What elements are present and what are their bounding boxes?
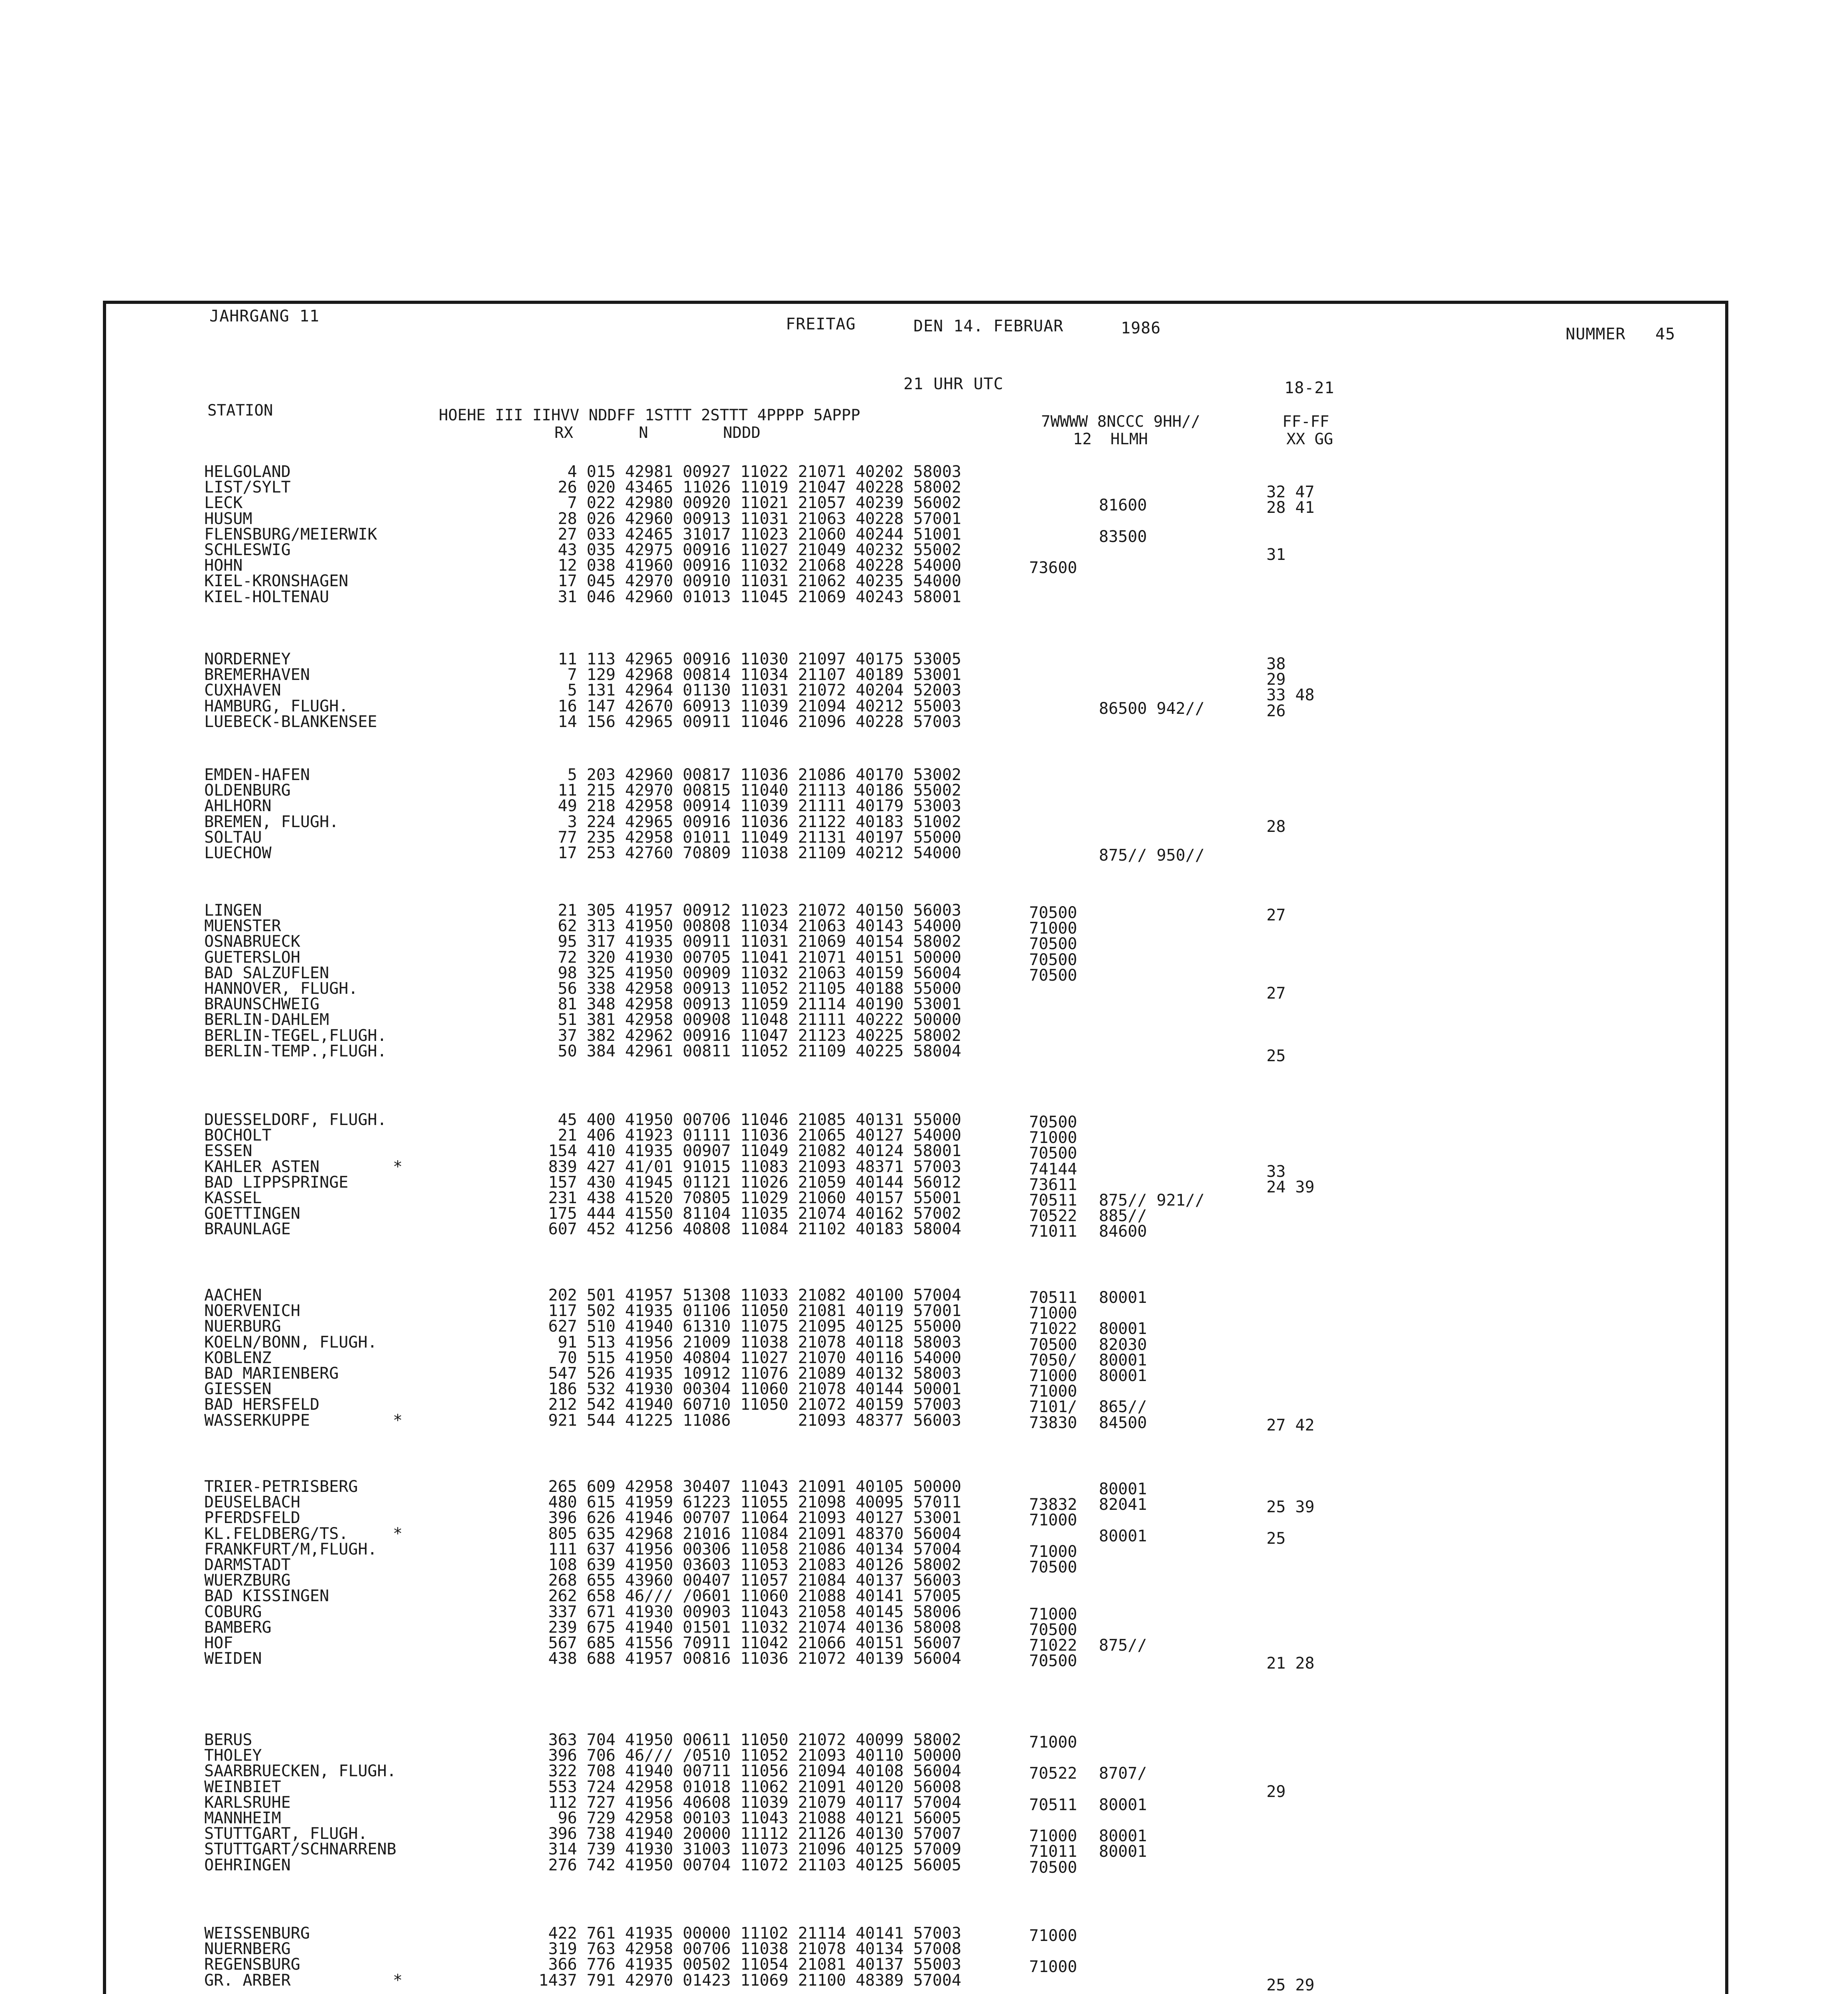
station-name: TRIER-PETRISBERG	[204, 1478, 358, 1496]
synop-values: 921 544 41225 11086 21093 48377 56003	[548, 1411, 961, 1430]
station-name: STUTTGART/SCHNARRENB	[204, 1840, 396, 1858]
wind-gust: 24 39	[1266, 1178, 1315, 1196]
weather-code: 70511	[1029, 1289, 1077, 1307]
weather-code: 70511	[1029, 1796, 1077, 1814]
station-name: BREMEN, FLUGH.	[204, 813, 339, 831]
weather-code: 70500	[1029, 1144, 1077, 1163]
synop-values: 262 658 46/// /0601 11060 21088 40141 57005	[548, 1587, 961, 1605]
weather-code: 70500	[1029, 1558, 1077, 1576]
station-name: HUSUM	[204, 510, 252, 528]
synop-values: 363 704 41950 00611 11050 21072 40099 58002	[548, 1731, 961, 1749]
main-columns-subheader: RX N NDDD	[554, 424, 761, 442]
station-name: BAD HERSFELD	[204, 1395, 320, 1414]
wind-gust: 27	[1266, 906, 1286, 924]
weather-code: 73830	[1029, 1414, 1077, 1432]
station-name: KOELN/BONN, FLUGH.	[204, 1333, 377, 1352]
station-name: NUERNBERG	[204, 1940, 291, 1958]
synop-values: 26 020 43465 11026 11019 21047 40228 58002	[558, 478, 961, 497]
station-name: HOHN	[204, 556, 243, 575]
weather-code: 71011	[1029, 1222, 1077, 1241]
synop-values: 3 224 42965 00916 11036 21122 40183 51002	[567, 813, 961, 831]
weather-code: 71000	[1029, 1304, 1077, 1322]
synop-values: 16 147 42670 60913 11039 21094 40212 55003	[558, 697, 961, 715]
main-columns-header: HOEHE III IIHVV NDDFF 1STTT 2STTT 4PPPP 5APPP	[439, 406, 860, 424]
weather-code: 71000	[1029, 1733, 1077, 1752]
synop-values: 337 671 41930 00903 11043 21058 40145 58006	[548, 1603, 961, 1621]
weather-code: 70500	[1029, 1858, 1077, 1877]
synop-values: 56 338 42958 00913 11052 21105 40188 55000	[558, 979, 961, 998]
synop-values: 98 325 41950 00909 11032 21063 40159 56004	[558, 964, 961, 982]
synop-values: 1437 791 42970 01423 11069 21100 48389 57004	[538, 1971, 961, 1990]
station-name: GIESSEN	[204, 1380, 272, 1398]
station-name: THOLEY	[204, 1746, 262, 1765]
station-name: GUETERSLOH	[204, 948, 300, 967]
station-name: BRAUNLAGE	[204, 1220, 291, 1238]
synop-values: 21 406 41923 01111 11036 21065 40127 54000	[558, 1126, 961, 1145]
weather-code: 71022	[1029, 1636, 1077, 1655]
weather-code: 73611	[1029, 1176, 1077, 1194]
station-name: SOLTAU	[204, 828, 262, 847]
time-label: 21 UHR UTC	[903, 375, 1004, 393]
station-name: PFERDSFELD	[204, 1509, 300, 1527]
wind-gust: 38	[1266, 655, 1286, 673]
wind-gust: 31	[1266, 546, 1286, 564]
station-name: WEISSENBURG	[204, 1924, 310, 1943]
station-name: DARMSTADT	[204, 1556, 291, 1574]
synop-values: 231 438 41520 70805 11029 21060 40157 55001	[548, 1189, 961, 1207]
cloud-code: 885//	[1099, 1207, 1147, 1225]
station-name: BAD LIPPSPRINGE	[204, 1173, 349, 1192]
synop-values: 7 129 42968 00814 11034 21107 40189 53001	[567, 666, 961, 684]
synop-values: 480 615 41959 61223 11055 21098 40095 57011	[548, 1493, 961, 1511]
station-name: SCHLESWIG	[204, 541, 291, 559]
synop-values: 49 218 42958 00914 11039 21111 40179 53003	[558, 797, 961, 815]
cloud-code: 80001	[1099, 1527, 1147, 1545]
station-name: CUXHAVEN	[204, 681, 281, 699]
cloud-code: 875// 921//	[1099, 1191, 1205, 1210]
cloud-code: 82041	[1099, 1496, 1147, 1514]
cloud-code: 84600	[1099, 1222, 1147, 1241]
station-name: DEUSELBACH	[204, 1493, 300, 1511]
synop-values: 108 639 41950 03603 11053 21083 40126 58002	[548, 1556, 961, 1574]
synop-values: 319 763 42958 00706 11038 21078 40134 57008	[548, 1940, 961, 1958]
station-name: REGENSBURG	[204, 1955, 300, 1974]
station-name: AACHEN	[204, 1286, 262, 1304]
synop-values: 91 513 41956 21009 11038 21078 40118 58003	[558, 1333, 961, 1352]
wind-gust: 32 47	[1266, 483, 1315, 501]
synop-values: 4 015 42981 00927 11022 21071 40202 58003	[567, 463, 961, 481]
synop-values: 117 502 41935 01106 11050 21081 40119 57001	[548, 1302, 961, 1320]
synop-values: 45 400 41950 00706 11046 21085 40131 55000	[558, 1111, 961, 1129]
cloud-code: 80001	[1099, 1320, 1147, 1338]
weather-code: 70500	[1029, 1621, 1077, 1639]
cloud-code: 84500	[1099, 1414, 1147, 1432]
weather-code: 70522	[1029, 1764, 1077, 1783]
station-name: GR. ARBER	[204, 1971, 291, 1990]
wind-gust: 25 39	[1266, 1498, 1315, 1516]
synop-values: 17 253 42760 70809 11038 21109 40212 54000	[558, 844, 961, 862]
station-name: LINGEN	[204, 901, 262, 920]
station-name: BAD MARIENBERG	[204, 1364, 339, 1383]
station-name: WEINBIET	[204, 1778, 281, 1796]
cloud-code: 80001	[1099, 1289, 1147, 1307]
cloud-code: 80001	[1099, 1842, 1147, 1861]
synop-values: 154 410 41935 00907 11049 21082 40124 58001	[548, 1142, 961, 1160]
station-name: WEIDEN	[204, 1649, 262, 1668]
nummer-value: 45	[1655, 325, 1676, 343]
synop-values: 805 635 42968 21016 11084 21091 48370 56004	[548, 1525, 961, 1543]
cloud-code: 875//	[1099, 1636, 1147, 1655]
weather-code: 71000	[1029, 1129, 1077, 1147]
station-name: HOF	[204, 1634, 233, 1652]
weather-code: 70500	[1029, 904, 1077, 922]
station-name: EMDEN-HAFEN	[204, 766, 310, 784]
station-name: WASSERKUPPE	[204, 1411, 310, 1430]
station-name: LIST/SYLT	[204, 478, 291, 497]
weather-code: 71000	[1029, 1927, 1077, 1945]
station-name: BERLIN-DAHLEM	[204, 1011, 329, 1029]
weather-code: 71011	[1029, 1842, 1077, 1861]
weather-code: 74144	[1029, 1160, 1077, 1178]
cloud-code: 80001	[1099, 1796, 1147, 1814]
cloud-code: 875// 950//	[1099, 846, 1205, 865]
weather-code: 70511	[1029, 1191, 1077, 1210]
weather-code: 7101/	[1029, 1398, 1077, 1416]
date: DEN 14. FEBRUAR	[913, 317, 1064, 335]
station-name: BERLIN-TEMP.,FLUGH.	[204, 1042, 387, 1060]
synop-values: 12 038 41960 00916 11032 21068 40228 54000	[558, 556, 961, 575]
synop-values: 95 317 41935 00911 11031 21069 40154 58002	[558, 932, 961, 951]
station-name: DUESSELDORF, FLUGH.	[204, 1111, 387, 1129]
wind-gust: 25	[1266, 1047, 1286, 1065]
weather-code: 71000	[1029, 1382, 1077, 1401]
synop-values: 567 685 41556 70911 11042 21066 40151 56007	[548, 1634, 961, 1652]
synop-values: 70 515 41950 40804 11027 21070 40116 54000	[558, 1349, 961, 1367]
wind-gust: 33	[1266, 1163, 1286, 1181]
station-name: AHLHORN	[204, 797, 272, 815]
mountain-station-marker: *	[393, 1158, 403, 1176]
weather-code: 71000	[1029, 1367, 1077, 1385]
synop-values: 314 739 41930 31003 11073 21096 40125 57009	[548, 1840, 961, 1858]
station-name: KOBLENZ	[204, 1349, 272, 1367]
wind-gust: 25 29	[1266, 1976, 1315, 1994]
synop-values: 11 215 42970 00815 11040 21113 40186 55002	[558, 781, 961, 800]
synop-values: 50 384 42961 00811 11052 21109 40225 58004	[558, 1042, 961, 1060]
station-name: KARLSRUHE	[204, 1793, 291, 1812]
station-name: MANNHEIM	[204, 1809, 281, 1827]
wind-gust: 27 42	[1266, 1416, 1315, 1434]
weather-code: 71000	[1029, 1511, 1077, 1529]
synop-values: 17 045 42970 00910 11031 21062 40235 54000	[558, 572, 961, 590]
weather-code: 71022	[1029, 1320, 1077, 1338]
synop-values: 396 706 46/// /0510 11052 21093 40110 50000	[548, 1746, 961, 1765]
station-header: STATION	[207, 402, 273, 420]
synop-values: 72 320 41930 00705 11041 21071 40151 50000	[558, 948, 961, 967]
station-name: FRANKFURT/M,FLUGH.	[204, 1540, 377, 1559]
synop-values: 51 381 42958 00908 11048 21111 40222 50000	[558, 1011, 961, 1029]
cloud-code: 82030	[1099, 1336, 1147, 1354]
cloud-code: 80001	[1099, 1827, 1147, 1845]
station-name: ESSEN	[204, 1142, 252, 1160]
station-name: BOCHOLT	[204, 1126, 272, 1145]
station-name: MUENSTER	[204, 917, 281, 935]
synop-values: 81 348 42958 00913 11059 21114 40190 53001	[558, 995, 961, 1013]
station-name: COBURG	[204, 1603, 262, 1621]
station-name: KL.FELDBERG/TS.	[204, 1525, 349, 1543]
synop-values: 28 026 42960 00913 11031 21063 40228 57001	[558, 510, 961, 528]
station-name: STUTTGART, FLUGH.	[204, 1825, 368, 1843]
synop-values: 202 501 41957 51308 11033 21082 40100 57004	[548, 1286, 961, 1304]
synop-values: 111 637 41956 00306 11058 21086 40134 57004	[548, 1540, 961, 1559]
synop-values: 175 444 41550 81104 11035 21074 40162 57002	[548, 1204, 961, 1223]
cloud-code: 8707/	[1099, 1764, 1147, 1783]
wind-gust: 29	[1266, 1783, 1286, 1801]
synop-values: 5 131 42964 01130 11031 21072 40204 52003	[567, 681, 961, 699]
cloud-code: 80001	[1099, 1367, 1147, 1385]
mountain-station-marker: *	[393, 1971, 403, 1990]
station-name: NUERBURG	[204, 1317, 281, 1336]
synop-values: 27 033 42465 31017 11023 21060 40244 51001	[558, 525, 961, 544]
cloud-code: 83500	[1099, 528, 1147, 546]
mountain-station-marker: *	[393, 1525, 403, 1543]
synop-values: 396 626 41946 00707 11064 21093 40127 53001	[548, 1509, 961, 1527]
synop-values: 438 688 41957 00816 11036 21072 40139 56004	[548, 1649, 961, 1668]
station-name: BERLIN-TEGEL,FLUGH.	[204, 1027, 387, 1045]
station-name: FLENSBURG/MEIERWIK	[204, 525, 377, 544]
station-name: OLDENBURG	[204, 781, 291, 800]
synop-values: 422 761 41935 00000 11102 21114 40141 57003	[548, 1924, 961, 1943]
synop-values: 37 382 42962 00916 11047 21123 40225 58002	[558, 1027, 961, 1045]
station-name: BAD KISSINGEN	[204, 1587, 329, 1605]
station-name: KIEL-KRONSHAGEN	[204, 572, 349, 590]
wind-subheader: XX GG	[1286, 430, 1333, 448]
synop-values: 43 035 42975 00916 11027 21049 40232 55002	[558, 541, 961, 559]
synop-values: 11 113 42965 00916 11030 21097 40175 53005	[558, 650, 961, 668]
station-name: KAHLER ASTEN	[204, 1158, 320, 1176]
weather-code: 73832	[1029, 1496, 1077, 1514]
weather-code: 71000	[1029, 919, 1077, 938]
wind-gust: 27	[1266, 984, 1286, 1003]
station-name: KASSEL	[204, 1189, 262, 1207]
group3-header: 7WWWW 8NCCC 9HH//	[1041, 413, 1201, 431]
weather-code: 70500	[1029, 935, 1077, 953]
mountain-station-marker: *	[393, 1411, 403, 1430]
weather-code: 71000	[1029, 1605, 1077, 1624]
station-name: LECK	[204, 494, 243, 512]
wind-gust: 29	[1266, 670, 1286, 689]
nummer-label: NUMMER	[1566, 325, 1626, 343]
wind-gust: 28	[1266, 818, 1286, 836]
synop-values: 322 708 41940 00711 11056 21094 40108 56004	[548, 1762, 961, 1780]
weekday: FREITAG	[786, 315, 856, 333]
cloud-code: 81600	[1099, 496, 1147, 514]
station-name: HELGOLAND	[204, 463, 291, 481]
synop-values: 547 526 41935 10912 11076 21089 40132 58003	[548, 1364, 961, 1383]
station-name: WUERZBURG	[204, 1571, 291, 1590]
station-name: BAMBERG	[204, 1618, 272, 1637]
station-name: NOERVENICH	[204, 1302, 300, 1320]
station-name: SAARBRUECKEN, FLUGH.	[204, 1762, 396, 1780]
station-name: OEHRINGEN	[204, 1856, 291, 1874]
synop-values: 21 305 41957 00912 11023 21072 40150 56003	[558, 901, 961, 920]
synop-values: 14 156 42965 00911 11046 21096 40228 57003	[558, 713, 961, 731]
station-name: BAD SALZUFLEN	[204, 964, 329, 982]
synop-values: 607 452 41256 40808 11084 21102 40183 58004	[548, 1220, 961, 1238]
weather-code: 70500	[1029, 1113, 1077, 1131]
wind-gust: 26	[1266, 702, 1286, 720]
synop-values: 268 655 43960 00407 11057 21084 40137 56003	[548, 1571, 961, 1590]
wind-header: FF-FF	[1282, 413, 1329, 431]
synop-values: 157 430 41945 01121 11026 21059 40144 56012	[548, 1173, 961, 1192]
weather-code: 71000	[1029, 1543, 1077, 1561]
station-name: NORDERNEY	[204, 650, 291, 668]
cloud-code: 86500 942//	[1099, 699, 1205, 718]
station-name: BREMERHAVEN	[204, 666, 310, 684]
jahrgang: JAHRGANG 11	[209, 307, 320, 325]
synop-values: 276 742 41950 00704 11072 21103 40125 56005	[548, 1856, 961, 1874]
group3-subheader: 12 HLMH	[1073, 430, 1148, 448]
station-name: LUECHOW	[204, 844, 272, 862]
synop-values: 112 727 41956 40608 11039 21079 40117 57004	[548, 1793, 961, 1812]
weather-code: 70500	[1029, 951, 1077, 969]
synop-values: 5 203 42960 00817 11036 21086 40170 53002	[567, 766, 961, 784]
synop-values: 212 542 41940 60710 11050 21072 40159 57003	[548, 1395, 961, 1414]
synop-values: 839 427 41/01 91015 11083 21093 48371 57003	[548, 1158, 961, 1176]
station-name: HAMBURG, FLUGH.	[204, 697, 349, 715]
station-name: OSNABRUECK	[204, 932, 300, 951]
period-label: 18-21	[1284, 379, 1335, 397]
synop-values: 265 609 42958 30407 11043 21091 40105 50000	[548, 1478, 961, 1496]
synop-values: 366 776 41935 00502 11054 21081 40137 55003	[548, 1955, 961, 1974]
synop-values: 7 022 42980 00920 11021 21057 40239 56002	[567, 494, 961, 512]
synop-values: 96 729 42958 00103 11043 21088 40121 56005	[558, 1809, 961, 1827]
station-name: BERUS	[204, 1731, 252, 1749]
synop-values: 77 235 42958 01011 11049 21131 40197 55000	[558, 828, 961, 847]
wind-gust: 28 41	[1266, 498, 1315, 517]
weather-code: 7050/	[1029, 1351, 1077, 1369]
station-name: KIEL-HOLTENAU	[204, 588, 329, 606]
station-name: BRAUNSCHWEIG	[204, 995, 320, 1013]
station-name: GOETTINGEN	[204, 1204, 300, 1223]
synop-values: 396 738 41940 20000 11112 21126 40130 57007	[548, 1825, 961, 1843]
weather-code: 70500	[1029, 966, 1077, 985]
synop-values: 31 046 42960 01013 11045 21069 40243 58001	[558, 588, 961, 606]
synop-values: 553 724 42958 01018 11062 21091 40120 56008	[548, 1778, 961, 1796]
cloud-code: 865//	[1099, 1398, 1147, 1416]
synop-values: 239 675 41940 01501 11032 21074 40136 58008	[548, 1618, 961, 1637]
weather-code: 71000	[1029, 1958, 1077, 1976]
wind-gust: 21 28	[1266, 1654, 1315, 1673]
synop-values: 627 510 41940 61310 11075 21095 40125 55000	[548, 1317, 961, 1336]
weather-code: 70500	[1029, 1336, 1077, 1354]
weather-code: 71000	[1029, 1827, 1077, 1845]
weather-code: 73600	[1029, 559, 1077, 577]
synop-values: 62 313 41950 00808 11034 21063 40143 54000	[558, 917, 961, 935]
station-name: LUEBECK-BLANKENSEE	[204, 713, 377, 731]
wind-gust: 25	[1266, 1529, 1286, 1548]
cloud-code: 80001	[1099, 1480, 1147, 1498]
cloud-code: 80001	[1099, 1351, 1147, 1369]
wind-gust: 33 48	[1266, 686, 1315, 704]
synop-values: 186 532 41930 00304 11060 21078 40144 50001	[548, 1380, 961, 1398]
weather-code: 70522	[1029, 1207, 1077, 1225]
year: 1986	[1121, 319, 1161, 337]
station-name: HANNOVER, FLUGH.	[204, 979, 358, 998]
weather-code: 70500	[1029, 1652, 1077, 1670]
